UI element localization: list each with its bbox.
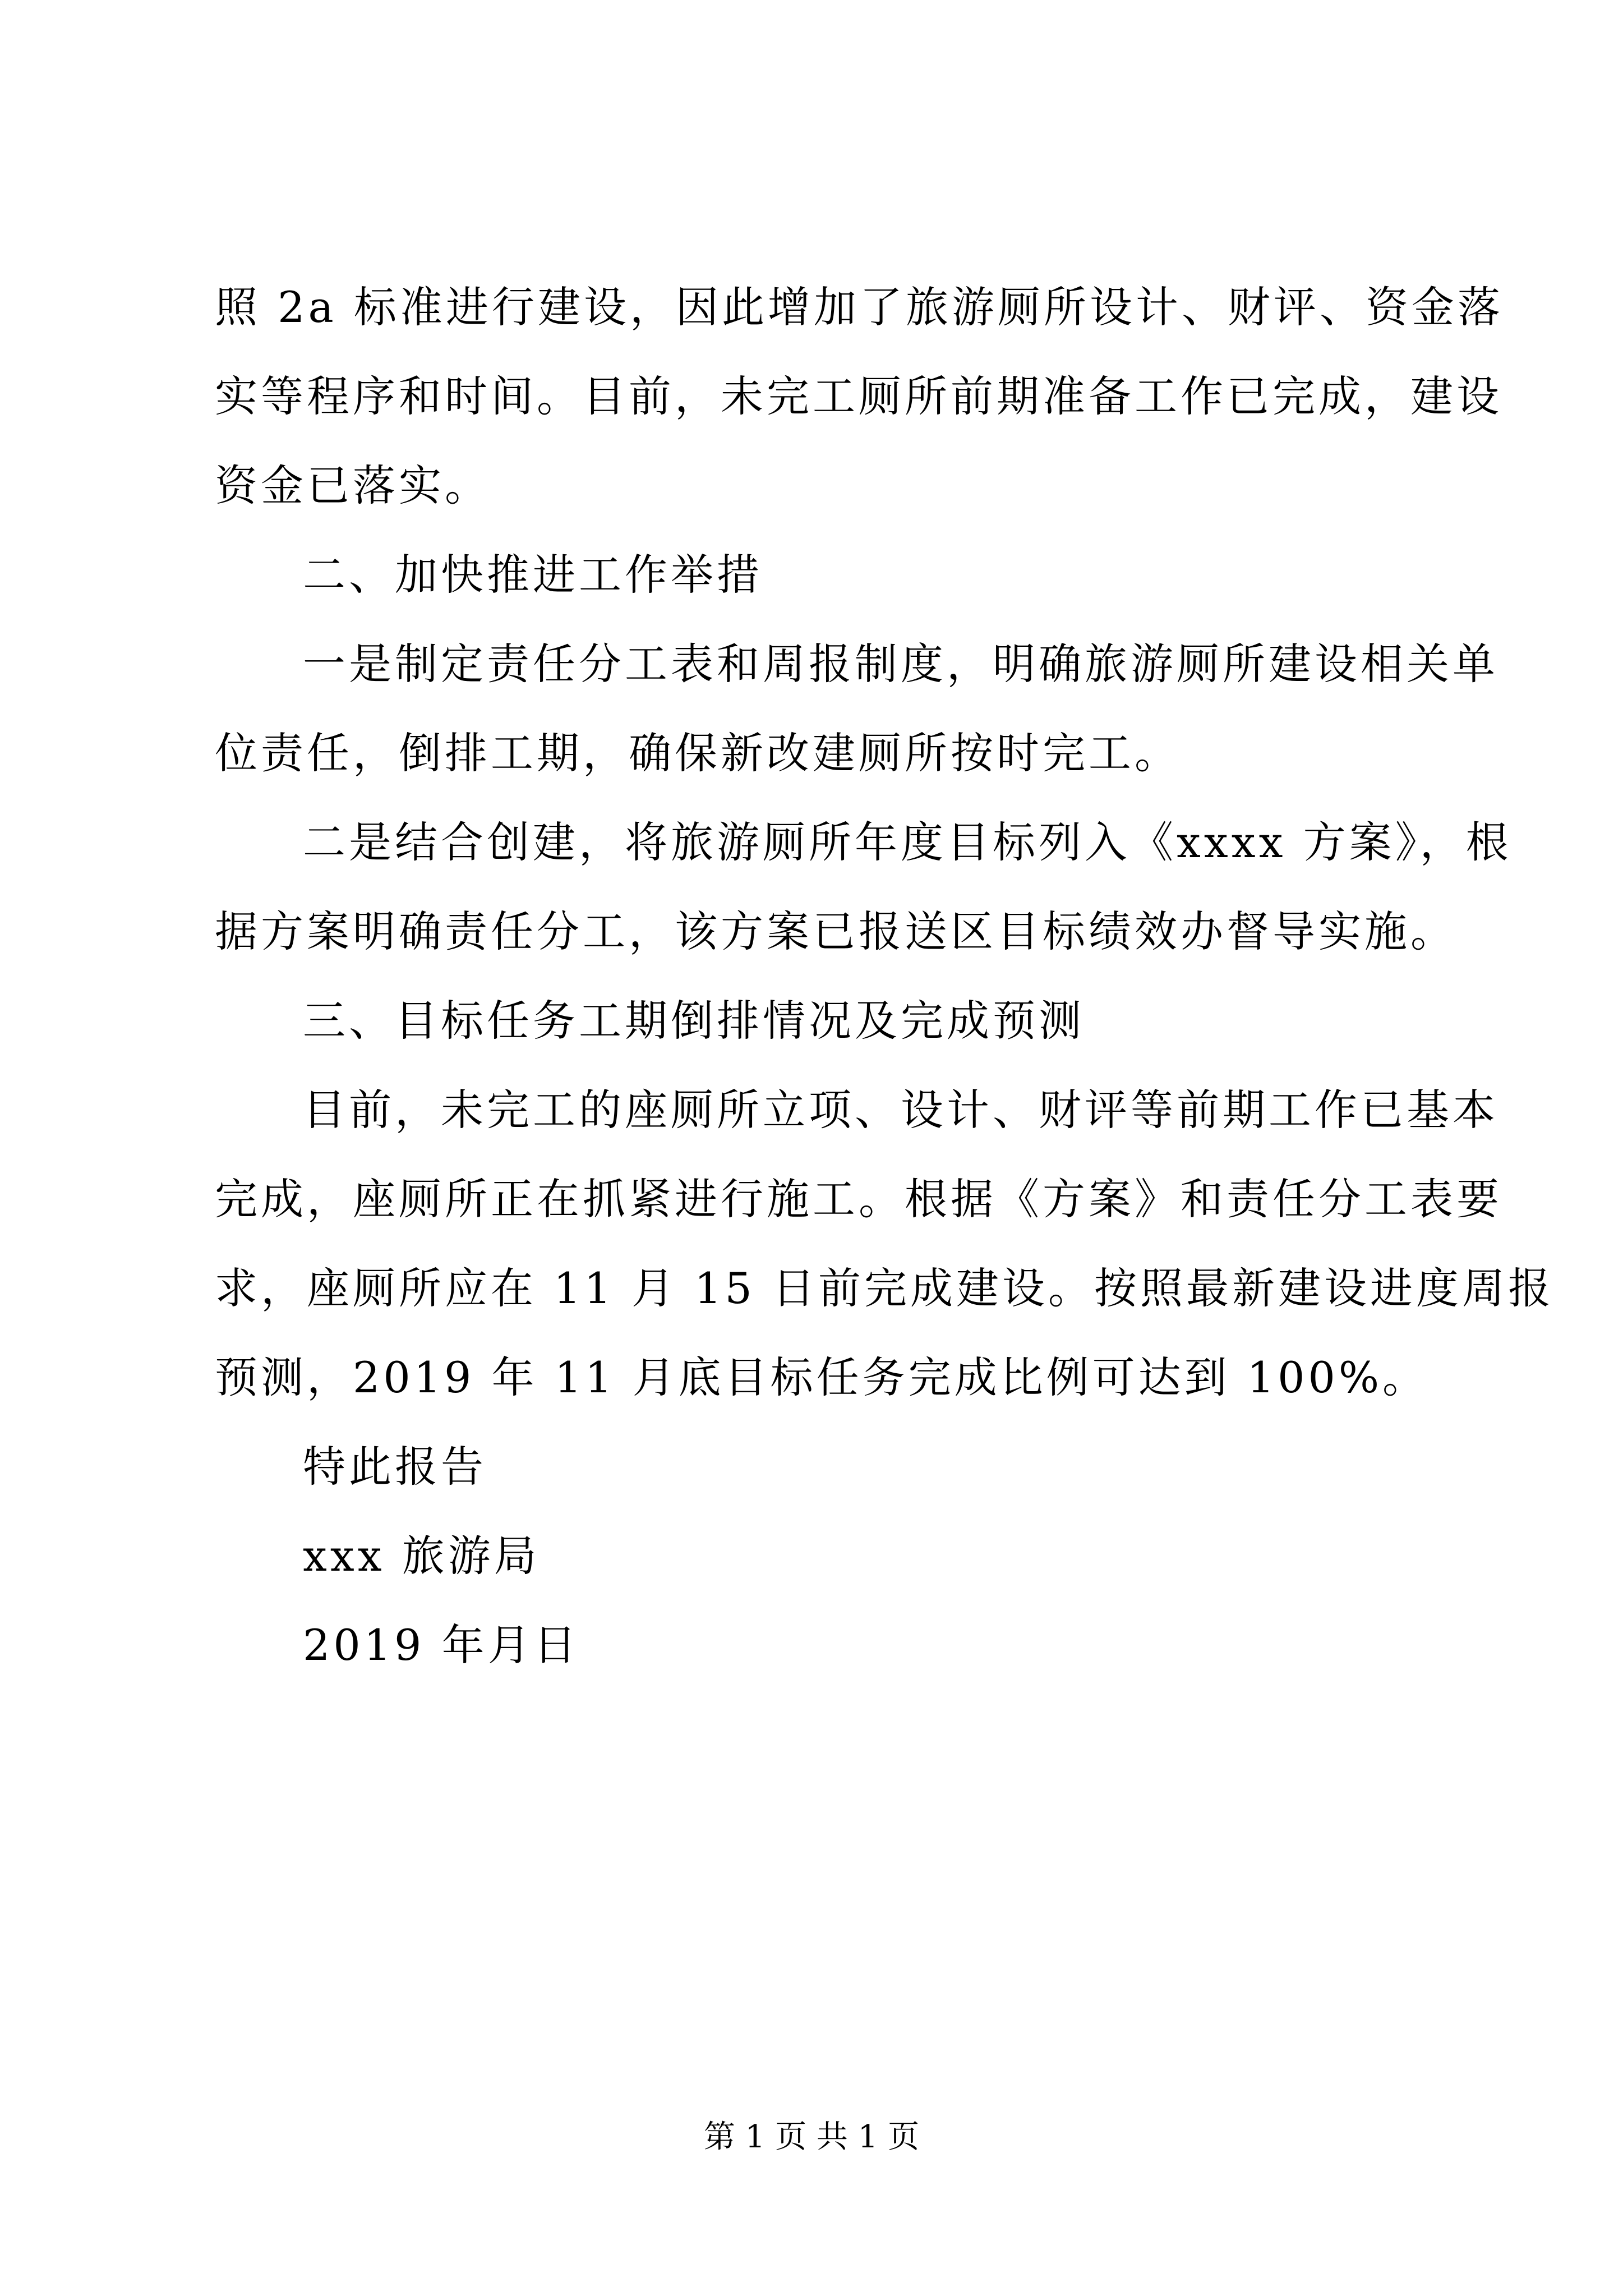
signature-date: 2019 年月日 [303,1620,580,1670]
paragraph-4-line-3: 求，座厕所应在 11 月 15 日前完成建设。按照最新建设进度周报 [215,1263,1555,1313]
paragraph-2-line-2: 位责任，倒排工期，确保新改建厕所按时完工。 [215,728,1181,778]
paragraph-1-line-1: 照 2a 标准进行建设，因此增加了旅游厕所设计、财评、资金落 [215,282,1504,332]
section-heading-2: 二、加快推进工作举措 [303,550,763,600]
section-heading-3: 三、目标任务工期倒排情况及完成预测 [303,996,1085,1046]
paragraph-3-line-2: 据方案明确责任分工，该方案已报送区目标绩效办督导实施。 [215,907,1456,956]
paragraph-4-line-1: 目前，未完工的座厕所立项、设计、财评等前期工作已基本 [303,1085,1498,1135]
paragraph-3-line-1: 二是结合创建，将旅游厕所年度目标列入《xxxx 方案》，根 [303,817,1512,867]
signature-organization: xxx 旅游局 [303,1531,540,1581]
paragraph-1-line-2: 实等程序和时间。目前，未完工厕所前期准备工作已完成，建设 [215,371,1502,421]
document-body [215,263,1555,1690]
page-footer: 第 1 页 共 1 页 [703,2119,920,2155]
paragraph-1-line-3: 资金已落实。 [215,461,491,510]
paragraph-4-line-4: 预测，2019 年 11 月底目标任务完成比例可达到 100%。 [215,1352,1429,1402]
paragraph-2-line-1: 一是制定责任分工表和周报制度，明确旅游厕所建设相关单 [303,639,1498,689]
closing-remark: 特此报告 [303,1442,487,1492]
paragraph-4-line-2: 完成，座厕所正在抓紧进行施工。根据《方案》和责任分工表要 [215,1174,1502,1224]
